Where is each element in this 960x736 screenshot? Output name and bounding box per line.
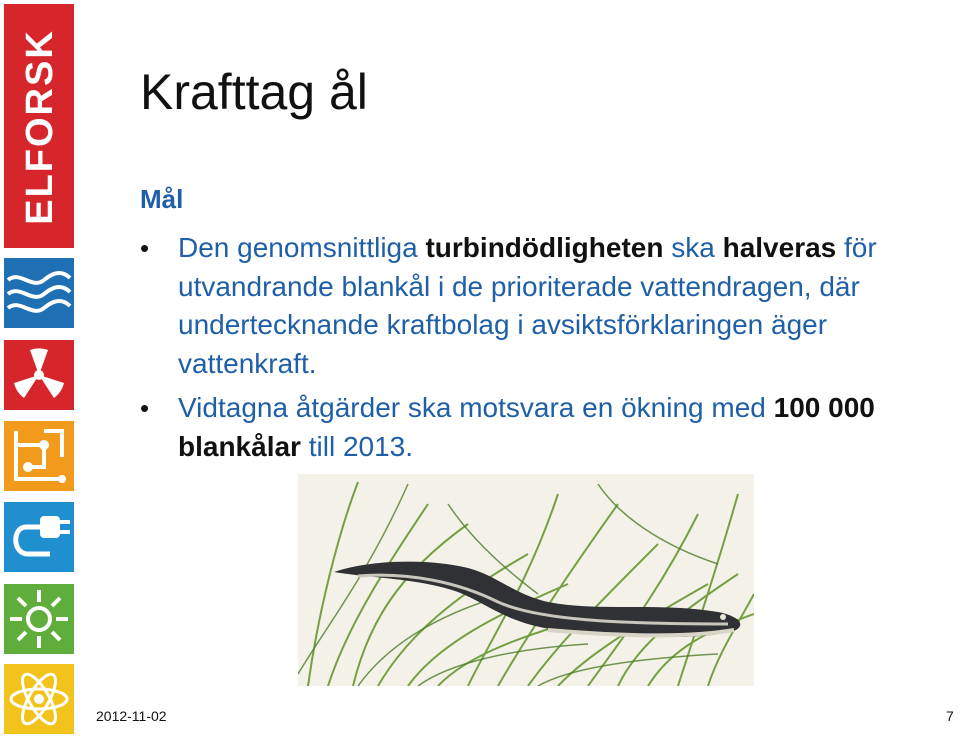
nuclear-trefoil-icon bbox=[4, 340, 74, 410]
section-heading: Mål bbox=[140, 184, 184, 214]
sidebar-logo-strip bbox=[0, 0, 78, 736]
footer-date: 2012-11-02 bbox=[96, 708, 167, 724]
circuit-grid-icon bbox=[4, 421, 74, 491]
bold-run: halveras bbox=[722, 232, 837, 263]
bullet-list bbox=[140, 229, 880, 472]
bold-run: 100 000 blankålar bbox=[178, 392, 875, 462]
electric-plug-icon bbox=[4, 502, 74, 572]
text-run: ska bbox=[663, 232, 723, 263]
water-waves-icon bbox=[4, 258, 74, 328]
bullet-item bbox=[140, 389, 880, 466]
logo-text: ELFORSK bbox=[19, 29, 61, 225]
elforsk-logo bbox=[4, 4, 74, 248]
text-run: för utvandrande blankål i de prioriterade vattendragen, där undertecknande kraftbolag i avsiktsförklaringen äger vattenkraft. bbox=[178, 232, 877, 379]
bullet-item bbox=[140, 229, 880, 383]
slide-title: Krafttag ål bbox=[140, 64, 368, 120]
page-number: 7 bbox=[946, 708, 954, 724]
eel-illustration bbox=[298, 474, 754, 686]
text-run: Den genomsnittliga bbox=[178, 232, 426, 263]
sun-icon bbox=[4, 584, 74, 654]
atom-icon bbox=[4, 664, 74, 734]
bold-run: turbindödligheten bbox=[425, 232, 664, 263]
text-run: till 2013. bbox=[300, 430, 414, 462]
text-run: Vidtagna åtgärder ska motsvara en ökning med bbox=[178, 392, 774, 423]
